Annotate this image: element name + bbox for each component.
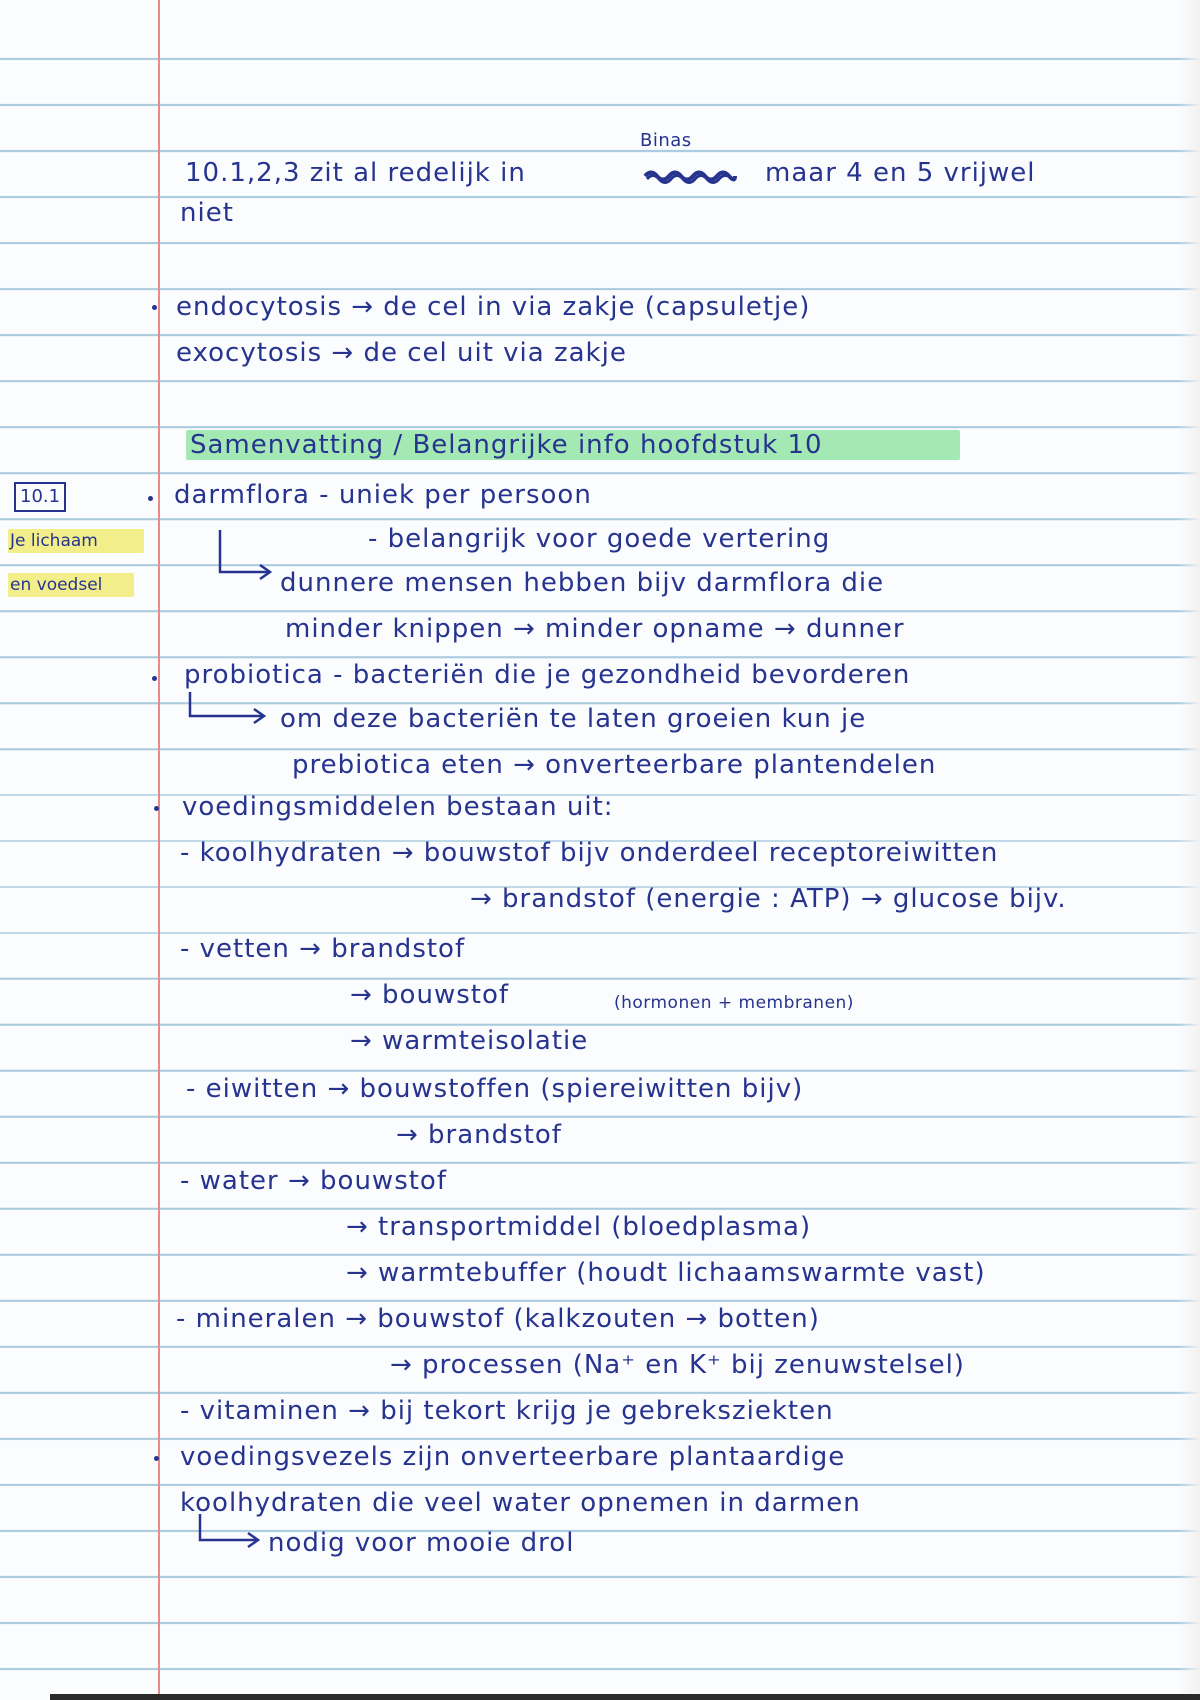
vezels-line-1: voedingsvezels zijn onverteerbare plantaardige	[180, 1442, 846, 1472]
margin-line	[158, 0, 160, 1700]
hook-arrow-icon	[214, 528, 278, 582]
paper-edge	[1178, 0, 1200, 1700]
intro-line-2: niet	[180, 198, 234, 228]
koolhydraten-line-2: → brandstof (energie : ATP) → glucose bijv.	[470, 884, 1067, 914]
probiotica-line-2: om deze bacteriën te laten groeien kun je	[280, 704, 867, 734]
summary-heading: Samenvatting / Belangrijke info hoofdstuk 10	[190, 430, 823, 460]
vetten-line-3: → warmteisolatie	[350, 1026, 589, 1056]
eiwitten-line-1: - eiwitten → bouwstoffen (spiereiwitten bijv)	[186, 1074, 804, 1104]
koolhydraten-line-1: - koolhydraten → bouwstof bijv onderdeel receptoreiwitten	[180, 838, 999, 868]
exocytosis-line: exocytosis → de cel uit via zakje	[176, 338, 627, 368]
vitaminen-line-1: - vitaminen → bij tekort krijg je gebreksziekten	[180, 1396, 834, 1426]
probiotica-line-3: prebiotica eten → onverteerbare plantendelen	[292, 750, 937, 780]
intro-line-1-end: maar 4 en 5 vrijwel	[765, 158, 1036, 188]
bullet-dot	[154, 1456, 159, 1461]
page-bottom-edge	[50, 1694, 1200, 1700]
vezels-line-2: koolhydraten die veel water opnemen in darmen	[180, 1488, 861, 1518]
darmflora-line-3: dunnere mensen hebben bijv darmflora die	[280, 568, 885, 598]
hook-arrow-icon	[196, 1512, 266, 1552]
hook-arrow-icon	[186, 690, 270, 726]
bullet-dot	[154, 806, 159, 811]
intro-line-1: 10.1,2,3 zit al redelijk in	[185, 158, 526, 188]
darmflora-line-2: - belangrijk voor goede vertering	[368, 524, 831, 554]
vetten-line-2: → bouwstof	[350, 980, 510, 1010]
bullet-dot	[152, 676, 157, 681]
darmflora-line-4: minder knippen → minder opname → dunner	[285, 614, 905, 644]
binas-insert: Binas	[640, 130, 692, 151]
vetten-line-2-note: (hormonen + membranen)	[614, 993, 854, 1013]
endocytosis-line: endocytosis → de cel in via zakje (capsuletje)	[176, 292, 811, 322]
vetten-line-1: - vetten → brandstof	[180, 934, 466, 964]
water-line-1: - water → bouwstof	[180, 1166, 447, 1196]
water-line-2: → transportmiddel (bloedplasma)	[346, 1212, 812, 1242]
section-title-1: Je lichaam	[10, 531, 98, 551]
voeding-line-1: voedingsmiddelen bestaan uit:	[182, 792, 614, 822]
bullet-dot	[148, 496, 153, 501]
probiotica-line-1: probiotica - bacteriën die je gezondheid bevorderen	[184, 660, 911, 690]
section-title-2: en voedsel	[10, 575, 103, 595]
mineralen-line-1: - mineralen → bouwstof (kalkzouten → botten)	[176, 1304, 820, 1334]
section-number-box: 10.1	[14, 482, 66, 512]
bullet-dot	[152, 305, 157, 310]
water-line-3: → warmtebuffer (houdt lichaamswarmte vast)	[346, 1258, 986, 1288]
eiwitten-line-2: → brandstof	[396, 1120, 562, 1150]
vezels-line-3: nodig voor mooie drol	[268, 1528, 575, 1558]
mineralen-line-2: → processen (Na⁺ en K⁺ bij zenuwstelsel)	[390, 1350, 965, 1380]
darmflora-line-1: darmflora - uniek per persoon	[174, 480, 592, 510]
crossed-out-scribble	[643, 167, 737, 185]
